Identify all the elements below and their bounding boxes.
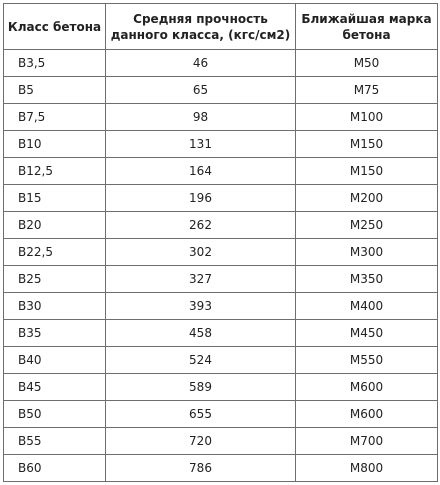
cell-nearest-grade: M550 [296,347,438,374]
table-row [4,374,438,401]
cell-nearest-grade: M150 [296,131,438,158]
table-row [4,212,438,239]
cell-average-strength: 131 [106,131,296,158]
cell-nearest-grade: M100 [296,104,438,131]
table-row [4,131,438,158]
header-average-strength: Средняя прочность данного класса, (кгс/см2) [106,4,296,50]
cell-concrete-class: B55 [4,428,106,455]
cell-nearest-grade: M400 [296,293,438,320]
table-header-row [4,4,438,50]
cell-concrete-class: B7,5 [4,104,106,131]
cell-average-strength: 655 [106,401,296,428]
table-row [4,320,438,347]
cell-concrete-class: B20 [4,212,106,239]
cell-average-strength: 720 [106,428,296,455]
cell-concrete-class: B22,5 [4,239,106,266]
table-row [4,428,438,455]
cell-concrete-class: B50 [4,401,106,428]
cell-concrete-class: B12,5 [4,158,106,185]
cell-average-strength: 196 [106,185,296,212]
concrete-class-table [3,3,438,482]
table-row [4,455,438,482]
table-row [4,401,438,428]
table-body [4,50,438,482]
header-nearest-grade: Ближайшая марка бетона [296,4,438,50]
cell-nearest-grade: M800 [296,455,438,482]
cell-nearest-grade: M200 [296,185,438,212]
cell-average-strength: 262 [106,212,296,239]
cell-average-strength: 327 [106,266,296,293]
cell-average-strength: 458 [106,320,296,347]
table-row [4,266,438,293]
cell-nearest-grade: M300 [296,239,438,266]
cell-nearest-grade: M600 [296,401,438,428]
table-row [4,293,438,320]
cell-average-strength: 46 [106,50,296,77]
cell-concrete-class: B10 [4,131,106,158]
cell-nearest-grade: M75 [296,77,438,104]
cell-nearest-grade: M450 [296,320,438,347]
cell-average-strength: 65 [106,77,296,104]
cell-average-strength: 98 [106,104,296,131]
cell-nearest-grade: M150 [296,158,438,185]
table-row [4,239,438,266]
cell-average-strength: 393 [106,293,296,320]
cell-average-strength: 589 [106,374,296,401]
cell-nearest-grade: M50 [296,50,438,77]
cell-concrete-class: B3,5 [4,50,106,77]
table-row [4,77,438,104]
cell-nearest-grade: M250 [296,212,438,239]
cell-concrete-class: B40 [4,347,106,374]
table-row [4,104,438,131]
cell-concrete-class: B5 [4,77,106,104]
cell-nearest-grade: M700 [296,428,438,455]
cell-nearest-grade: M600 [296,374,438,401]
table-row [4,347,438,374]
cell-average-strength: 302 [106,239,296,266]
cell-average-strength: 164 [106,158,296,185]
cell-concrete-class: B45 [4,374,106,401]
cell-nearest-grade: M350 [296,266,438,293]
cell-average-strength: 524 [106,347,296,374]
header-concrete-class: Класс бетона [4,4,106,50]
cell-concrete-class: B30 [4,293,106,320]
cell-concrete-class: B35 [4,320,106,347]
table-row [4,185,438,212]
cell-concrete-class: B25 [4,266,106,293]
cell-concrete-class: B15 [4,185,106,212]
table-row [4,50,438,77]
cell-average-strength: 786 [106,455,296,482]
cell-concrete-class: B60 [4,455,106,482]
table-row [4,158,438,185]
